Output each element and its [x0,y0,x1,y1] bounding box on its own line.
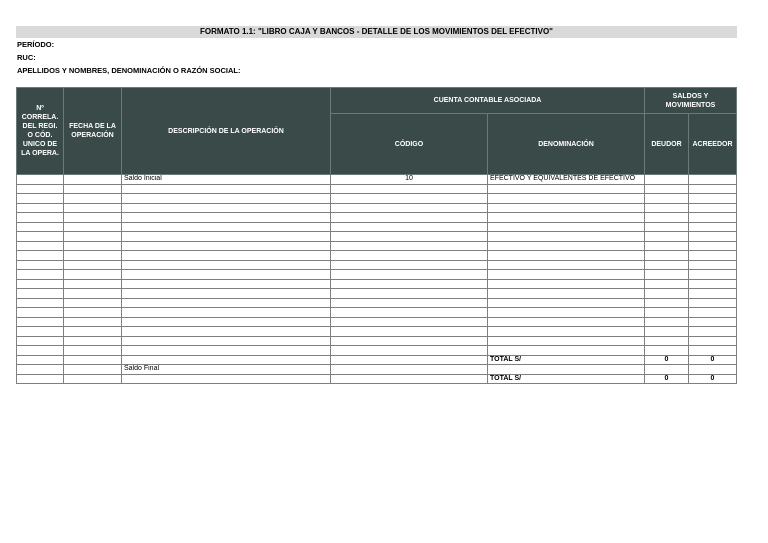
empty-cell [645,289,689,299]
empty-cell [689,336,737,346]
empty-cell [689,279,737,289]
empty-cell [689,213,737,223]
empty-cell [17,346,64,356]
empty-cell [17,222,64,232]
total-deudor: 0 [645,374,689,384]
table-row [17,222,737,232]
empty-cell [488,260,645,270]
empty-cell [64,298,122,308]
table-row [17,270,737,280]
empty-cell [122,336,331,346]
empty-cell [64,308,122,318]
empty-cell [645,327,689,337]
empty-cell [17,241,64,251]
empty-cell [488,222,645,232]
empty-cell [645,308,689,318]
empty-cell [122,279,331,289]
empty-cell [122,317,331,327]
empty-cell [645,251,689,261]
saldo-inicial-cell: Saldo Inicial [122,175,331,185]
header-codigo: CÓDIGO [331,114,488,175]
denominacion-cell: EFECTIVO Y EQUIVALENTES DE EFECTIVO [488,175,645,185]
empty-cell [488,232,645,242]
empty-cell [689,241,737,251]
empty-cell [689,308,737,318]
table-row [17,298,737,308]
empty-cell [645,232,689,242]
total-row [17,355,737,365]
empty-cell [122,184,331,194]
empty-cell [645,298,689,308]
saldo-final-row [17,365,737,375]
empty-cell [122,222,331,232]
empty-cell [122,232,331,242]
empty-cell [645,317,689,327]
ruc-label: RUC: [17,53,36,62]
empty-cell [17,203,64,213]
empty-cell [17,298,64,308]
table-row [17,194,737,204]
empty-cell [689,251,737,261]
empty-cell [488,279,645,289]
empty-cell [64,336,122,346]
empty-cell [488,194,645,204]
page-title: FORMATO 1.1: "LIBRO CAJA Y BANCOS - DETALLE DE LOS MOVIMIENTOS DEL EFECTIVO" [16,26,737,38]
empty-cell [689,317,737,327]
empty-cell [64,232,122,242]
empty-cell [645,213,689,223]
empty-cell [331,213,488,223]
empty-cell [488,336,645,346]
header-acreedor: ACREEDOR [689,114,737,175]
table-row [17,346,737,356]
header-correlativo: Nº CORRELA. DEL REGI. O CÓD. UNICO DE LA OPERA. [17,88,64,175]
table-body [17,175,737,384]
empty-cell [331,241,488,251]
empty-cell [64,260,122,270]
empty-cell [645,270,689,280]
empty-cell [64,279,122,289]
empty-cell [488,327,645,337]
empty-cell [331,327,488,337]
header-cuenta-contable: CUENTA CONTABLE ASOCIADA [331,88,645,114]
empty-cell [64,194,122,204]
periodo-label: PERÍODO: [17,40,55,49]
empty-cell [689,232,737,242]
empty-cell [331,194,488,204]
empty-cell [488,298,645,308]
empty-cell [64,317,122,327]
total-acreedor: 0 [689,355,737,365]
empty-cell [17,308,64,318]
empty-cell [331,184,488,194]
empty-cell [689,184,737,194]
empty-cell [488,308,645,318]
empty-cell [331,346,488,356]
empty-cell [331,232,488,242]
header-deudor: DEUDOR [645,114,689,175]
empty-cell [331,203,488,213]
empty-cell [122,213,331,223]
empty-cell [331,317,488,327]
empty-cell [17,194,64,204]
empty-cell [64,251,122,261]
header-descripcion: DESCRIPCIÓN DE LA OPERACIÓN [122,88,331,175]
empty-cell [331,336,488,346]
empty-cell [122,346,331,356]
empty-cell [122,194,331,204]
empty-cell [488,270,645,280]
total-row [17,374,737,384]
empty-cell [17,213,64,223]
empty-cell [17,279,64,289]
header-fecha: FECHA DE LA OPERACIÓN [64,88,122,175]
total-acreedor: 0 [689,374,737,384]
empty-cell [689,260,737,270]
empty-cell [331,270,488,280]
empty-cell [64,222,122,232]
libro-caja-table [16,87,737,384]
table-row [17,241,737,251]
empty-cell [64,289,122,299]
table-row [17,327,737,337]
empty-cell [122,298,331,308]
empty-cell [64,184,122,194]
table-row [17,175,737,185]
empty-cell [64,241,122,251]
empty-cell [689,222,737,232]
empty-cell [122,203,331,213]
empty-cell [122,251,331,261]
empty-cell [689,346,737,356]
table-row [17,279,737,289]
empty-cell [488,203,645,213]
empty-cell [689,298,737,308]
empty-cell [689,327,737,337]
empty-cell [17,336,64,346]
empty-cell [645,336,689,346]
empty-cell [488,251,645,261]
empty-cell [488,289,645,299]
empty-cell [122,327,331,337]
empty-cell [488,241,645,251]
empty-cell [17,270,64,280]
empty-cell [331,222,488,232]
empty-cell [122,260,331,270]
empty-cell [645,194,689,204]
total-label: TOTAL S/ [488,355,645,365]
empty-cell [689,203,737,213]
empty-cell [331,298,488,308]
empty-cell [645,346,689,356]
empty-cell [645,260,689,270]
empty-cell [17,184,64,194]
empty-cell [488,184,645,194]
total-label: TOTAL S/ [488,374,645,384]
empty-cell [645,241,689,251]
empty-cell [645,222,689,232]
empty-cell [488,346,645,356]
empty-cell [331,289,488,299]
header-denominacion: DENOMINACIÓN [488,114,645,175]
table-row [17,203,737,213]
empty-cell [488,213,645,223]
empty-cell [64,203,122,213]
empty-cell [331,308,488,318]
table-row [17,260,737,270]
empty-cell [64,346,122,356]
empty-cell [331,260,488,270]
total-deudor: 0 [645,355,689,365]
header-saldos: SALDOS Y MOVIMIENTOS [645,88,737,114]
empty-cell [122,241,331,251]
empty-cell [64,270,122,280]
empty-cell [17,289,64,299]
empty-cell [645,279,689,289]
empty-cell [122,289,331,299]
table-row [17,317,737,327]
table-row [17,232,737,242]
empty-cell [17,260,64,270]
empty-cell [17,232,64,242]
table-row [17,213,737,223]
empty-cell [17,317,64,327]
saldo-final-cell: Saldo Final [122,365,331,375]
empty-cell [689,194,737,204]
empty-cell [64,213,122,223]
empty-cell [689,289,737,299]
empty-cell [17,251,64,261]
empty-cell [122,270,331,280]
table-row [17,289,737,299]
empty-cell [17,327,64,337]
table-row [17,336,737,346]
empty-cell [331,251,488,261]
table-row [17,184,737,194]
empty-cell [689,270,737,280]
empty-cell [64,327,122,337]
table-row [17,308,737,318]
table-row [17,251,737,261]
razon-social-label: APELLIDOS Y NOMBRES, DENOMINACIÓN O RAZÓN SOCIAL: [17,66,241,75]
empty-cell [122,308,331,318]
empty-cell [331,279,488,289]
empty-cell [645,184,689,194]
codigo-cell: 10 [331,175,488,185]
empty-cell [488,317,645,327]
empty-cell [645,203,689,213]
